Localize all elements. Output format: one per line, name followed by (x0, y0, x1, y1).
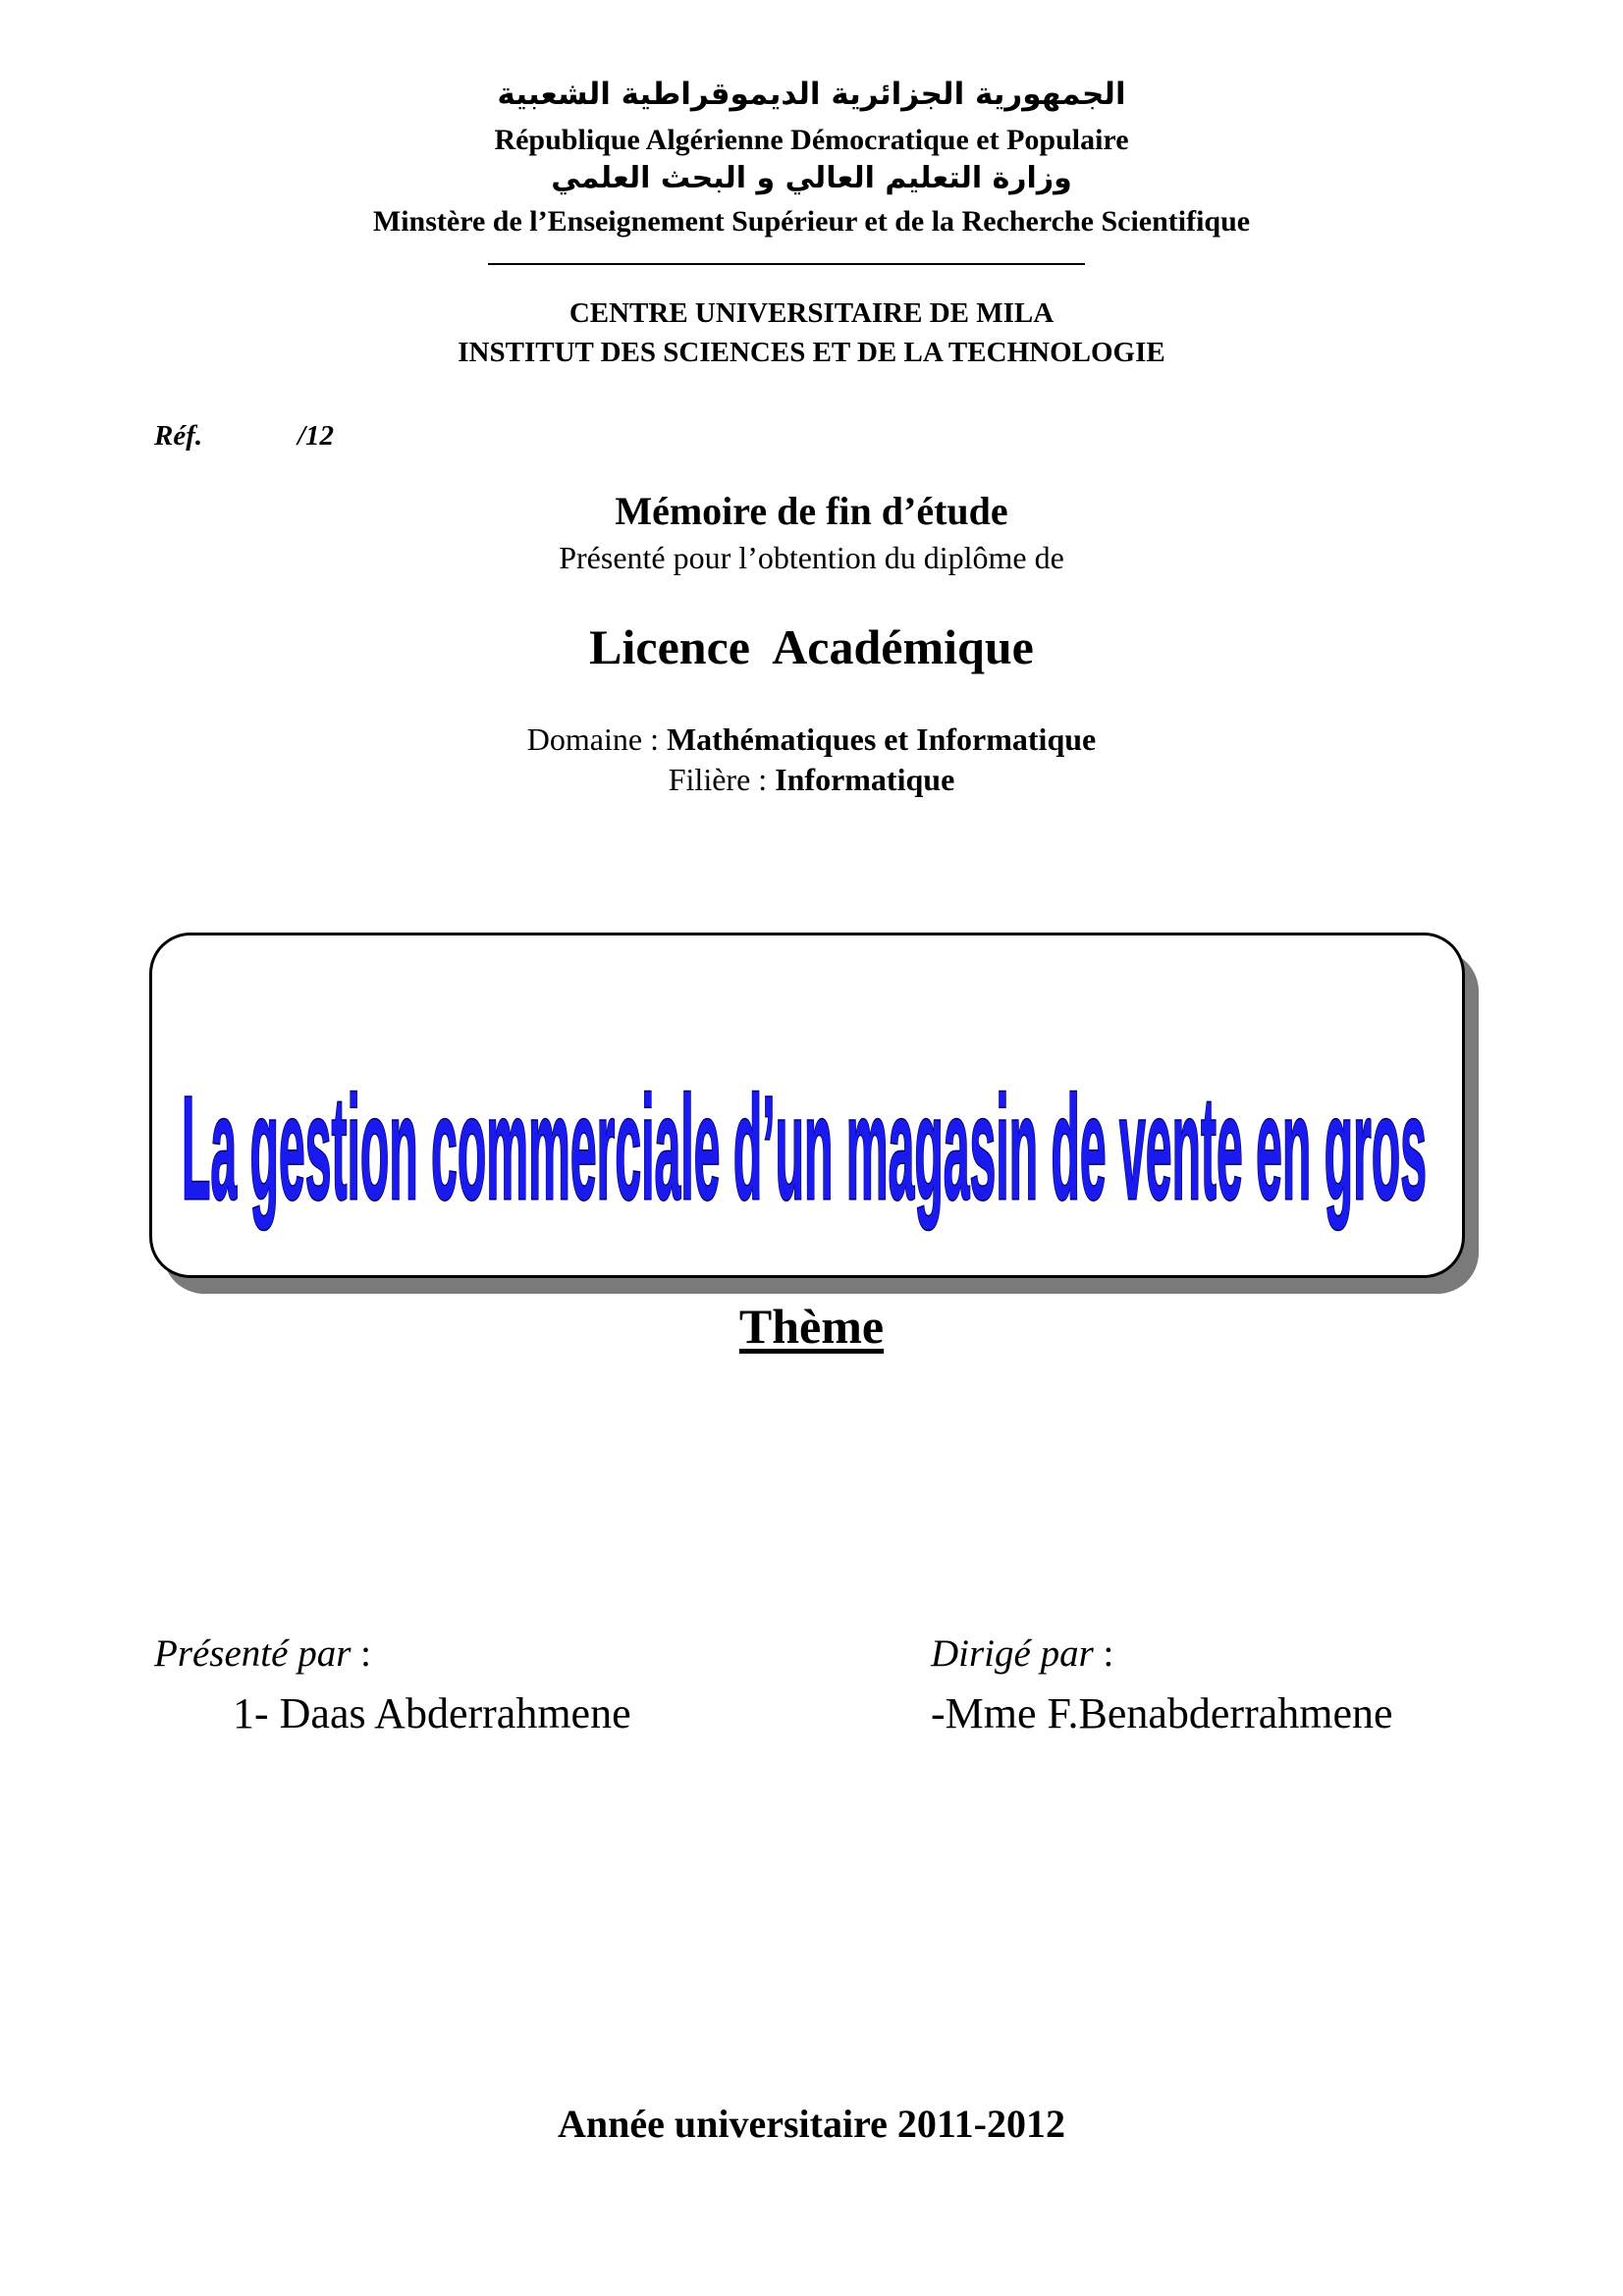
directed-by-label: Dirigé par (931, 1632, 1094, 1675)
student-name: 1- Daas Abderrahmene (233, 1689, 631, 1737)
reference-label: Réf. (154, 420, 203, 452)
domain-label: Domaine : (526, 721, 667, 757)
diploma-name: Licence Académique (589, 619, 1034, 674)
filiere-value: Informatique (775, 762, 955, 797)
presented-by-colon: : (351, 1632, 371, 1675)
academic-year: Année universitaire 2011-2012 (557, 2102, 1065, 2146)
thesis-title: La gestion commerciale d’un magasin de vente en gros (182, 1065, 1427, 1230)
presented-by-label: Présenté par (154, 1632, 352, 1675)
thesis-title-box (149, 933, 1465, 1278)
directed-by-colon: : (1093, 1632, 1114, 1675)
domain-line (0, 721, 1623, 758)
memoire-subtitle: Présenté pour l’obtention du diplôme de (559, 540, 1064, 575)
header-french-ministry: Minstère de l’Enseignement Supérieur et de la Recherche Scientifique (372, 205, 1251, 238)
institution-centre: CENTRE UNIVERSITAIRE DE MILA (568, 297, 1055, 329)
reference-value: /12 (298, 420, 335, 452)
presented-by (154, 1631, 371, 1676)
filiere-label: Filière : (668, 762, 776, 797)
directed-by (931, 1631, 1113, 1676)
header-divider (488, 263, 1085, 265)
domain-value: Mathématiques et Informatique (666, 721, 1097, 757)
header-french-republic: République Algérienne Démocratique et Populaire (494, 124, 1129, 156)
header-arabic-ministry: وزارة التعليم العالي و البحث العلمي (551, 161, 1072, 195)
filiere-line (0, 762, 1623, 798)
theme-label: Thème (738, 1299, 885, 1354)
thesis-title-wordart (152, 935, 1462, 1275)
header-arabic-republic: الجمهورية الجزائرية الديموقراطية الشعبية (497, 77, 1126, 112)
institution-institute: INSTITUT DES SCIENCES ET DE LA TECHNOLOGIE (458, 337, 1165, 368)
supervisor-name: -Mme F.Benabderrahmene (931, 1689, 1393, 1737)
memoire-title: Mémoire de fin d’étude (615, 489, 1008, 533)
